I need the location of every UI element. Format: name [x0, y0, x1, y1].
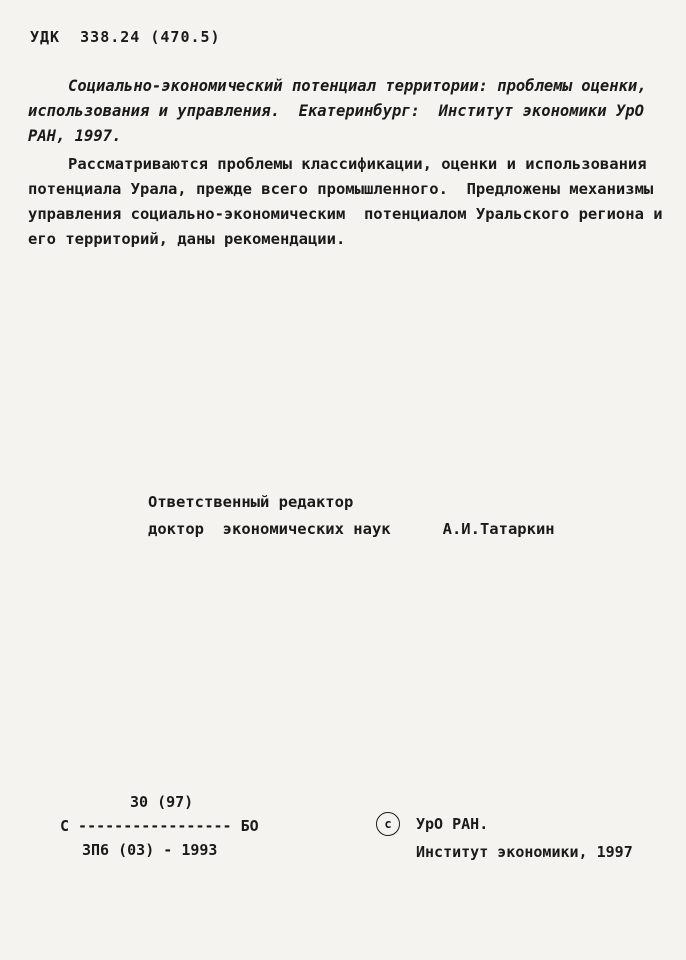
catalog-code-denominator: ЗП6 (03) - 1993 — [82, 841, 218, 859]
catalog-code-numerator: 30 (97) — [130, 793, 194, 811]
abstract-paragraph: Рассматриваются проблемы классификации, оценки и использования потенциала Урала, прежде всего промышленного. Предложены механизмы управления социально-экономическим потенциалом Уральского региона и его территорий, даны рекомендации. — [28, 155, 672, 248]
copyright-institute-year: Институт экономики, 1997 — [416, 843, 633, 861]
copyright-holder: УрО РАН. — [416, 815, 489, 833]
copyright-block — [376, 810, 633, 866]
editor-label: Ответственный редактор — [148, 493, 354, 511]
copyright-icon: с — [376, 812, 400, 836]
editor-credentials-line — [148, 516, 555, 543]
editor-name: А.И.Татаркин — [442, 520, 555, 538]
udk-classification-line: УДК 338.24 (470.5) — [30, 28, 221, 46]
catalog-code-line: С ----------------- БО — [60, 817, 259, 835]
editor-block — [148, 489, 555, 543]
bibliographic-description: Социально-экономический потенциал территории: проблемы оценки, использования и управления. Екатеринбург: Институт экономики УрО РАН, 1997. — [28, 77, 656, 145]
catalog-code-block — [60, 790, 259, 862]
copyright-lines — [416, 810, 633, 866]
editor-degree: доктор экономических наук — [148, 520, 391, 538]
